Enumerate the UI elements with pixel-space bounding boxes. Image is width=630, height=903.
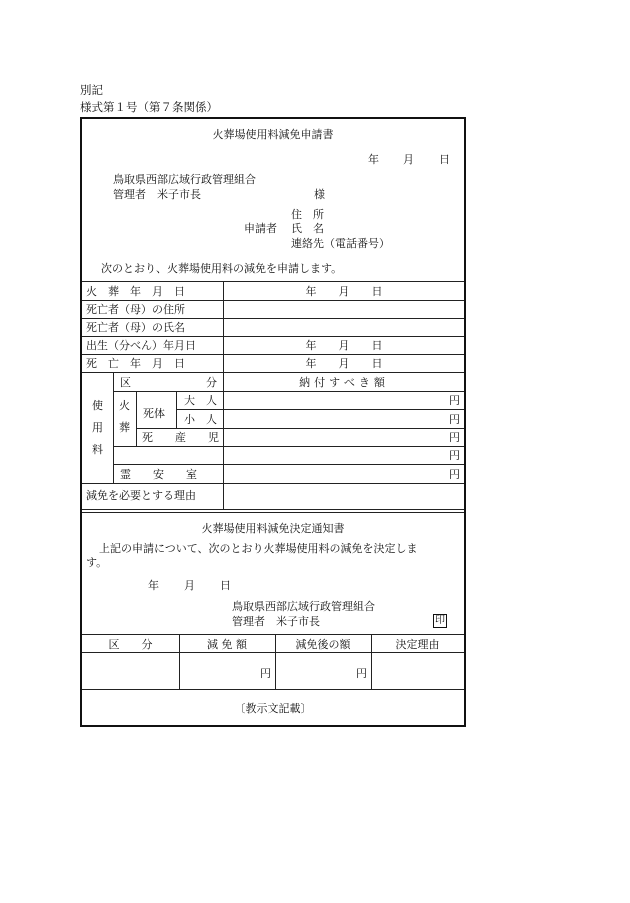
fee-side-label-3: 料 bbox=[92, 443, 103, 456]
application-title: 火葬場使用料減免申請書 bbox=[212, 128, 334, 141]
fee-stillborn-label: 死 産 児 bbox=[142, 431, 219, 444]
application-form bbox=[80, 117, 466, 727]
notice-col-after: 減免後の額 bbox=[295, 638, 351, 651]
reason-label: 減免を必要とする理由 bbox=[86, 489, 196, 502]
notice-date-month: 月 bbox=[184, 579, 195, 592]
applicant-label: 申請者 bbox=[244, 222, 277, 235]
fee-yen-stillborn: 円 bbox=[449, 431, 460, 444]
fee-cremation-label-1: 火 bbox=[119, 399, 130, 412]
address-label: 住 所 bbox=[291, 208, 324, 221]
date-month: 月 bbox=[403, 153, 414, 166]
info-value-birth-date: 年 月 日 bbox=[305, 339, 383, 352]
info-label-deceased-address: 死亡者（母）の住所 bbox=[86, 303, 185, 316]
fee-kubun-label: 区 bbox=[120, 376, 131, 389]
notice-yen-reduction: 円 bbox=[260, 667, 271, 680]
notice-org: 鳥取県西部広域行政管理組合 bbox=[232, 600, 375, 613]
seal-mark: 印 bbox=[435, 615, 445, 626]
notice-col-reason: 決定理由 bbox=[395, 638, 440, 651]
fee-yen-blank: 円 bbox=[449, 449, 460, 462]
notice-date-day: 日 bbox=[220, 579, 231, 592]
date-year: 年 bbox=[368, 153, 379, 166]
name-label: 氏 名 bbox=[291, 222, 324, 235]
info-label-cremation-date: 火 葬 年 月 日 bbox=[86, 285, 185, 298]
notice-col-category: 区 分 bbox=[108, 638, 153, 651]
notice-body: 上記の申請について、次のとおり火葬場使用料の減免を決定しま bbox=[99, 542, 418, 555]
fee-adult-label: 大 人 bbox=[184, 394, 217, 407]
info-value-death-date: 年 月 日 bbox=[305, 357, 383, 370]
notice-yen-after: 円 bbox=[356, 667, 367, 680]
notice-date-year: 年 bbox=[148, 579, 159, 592]
notice-footer: 〔教示文記載〕 bbox=[234, 702, 312, 715]
fee-corpse-label: 死体 bbox=[143, 407, 165, 420]
fee-side-label-2: 用 bbox=[92, 421, 103, 434]
info-label-death-date: 死 亡 年 月 日 bbox=[86, 357, 185, 370]
addressee-manager: 管理者 米子市長 bbox=[113, 188, 201, 201]
date-day: 日 bbox=[439, 153, 450, 166]
fee-yen-child: 円 bbox=[449, 413, 460, 426]
fee-morgue-label: 霊 安 室 bbox=[120, 468, 197, 481]
notice-col-reduction: 減 免 額 bbox=[207, 638, 247, 651]
fee-side-label-1: 使 bbox=[92, 399, 103, 412]
fee-amount-header: 納付すべき額 bbox=[299, 376, 389, 389]
notice-manager: 管理者 米子市長 bbox=[232, 615, 320, 628]
contact-label: 連絡先（電話番号） bbox=[291, 237, 390, 250]
honorific: 様 bbox=[314, 188, 325, 201]
fee-cremation-label-2: 葬 bbox=[119, 421, 130, 434]
info-label-birth-date: 出生（分べん）年月日 bbox=[86, 339, 196, 352]
application-intro: 次のとおり、火葬場使用料の減免を申請します。 bbox=[101, 262, 343, 275]
info-label-deceased-name: 死亡者（母）の氏名 bbox=[86, 321, 185, 334]
fee-child-label: 小 人 bbox=[184, 413, 217, 426]
notice-title: 火葬場使用料減免決定通知書 bbox=[201, 522, 345, 535]
appendix-label: 別記 bbox=[80, 83, 103, 97]
notice-body-cont: す。 bbox=[86, 556, 108, 569]
info-value-cremation-date: 年 月 日 bbox=[305, 285, 383, 298]
fee-yen-morgue: 円 bbox=[449, 468, 460, 481]
fee-yen-adult: 円 bbox=[449, 394, 460, 407]
fee-bun-label: 分 bbox=[206, 376, 217, 389]
addressee-org: 鳥取県西部広域行政管理組合 bbox=[113, 173, 256, 186]
form-number: 様式第１号（第７条関係） bbox=[80, 100, 218, 114]
